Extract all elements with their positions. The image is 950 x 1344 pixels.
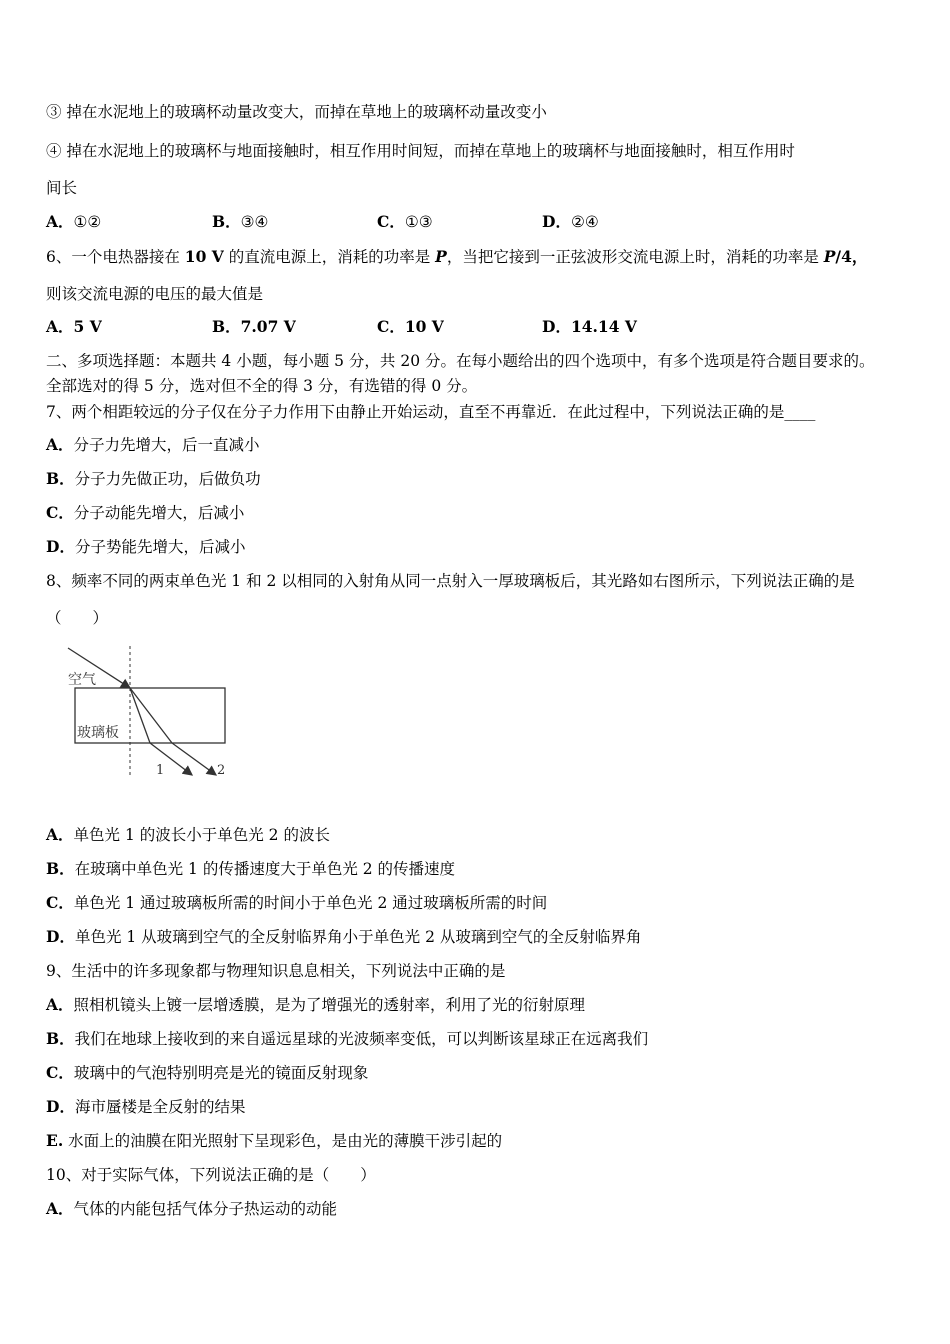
- refracted-ray-2: [130, 688, 172, 743]
- q6-option-d[interactable]: D．14.14 V: [542, 317, 637, 336]
- light-path-figure: [60, 640, 240, 780]
- q7-stem: 7、两个相距较远的分子仅在分子力作用下由静止开始运动，直至不再靠近．在此过程中，下列说法正确的是____: [46, 403, 816, 421]
- q8-option-c[interactable]: C．单色光 1 通过玻璃板所需的时间小于单色光 2 通过玻璃板所需的时间: [46, 893, 548, 912]
- q7-option-d[interactable]: D．分子势能先增大，后减小: [46, 537, 246, 556]
- q8-option-a[interactable]: A．单色光 1 的波长小于单色光 2 的波长: [46, 825, 330, 844]
- statement-3: ③ 掉在水泥地上的玻璃杯动量改变大，而掉在草地上的玻璃杯动量改变小: [46, 103, 547, 121]
- q8-stem: 8、频率不同的两束单色光 1 和 2 以相同的入射角从同一点射入一厚玻璃板后，其光路如右图所示，下列说法正确的是: [46, 572, 855, 590]
- q6-option-c[interactable]: C．10 V: [377, 317, 444, 336]
- option-a[interactable]: A．①②: [46, 212, 102, 231]
- q9-option-a[interactable]: A．照相机镜头上镀一层增透膜，是为了增强光的透射率，利用了光的衍射原理: [46, 995, 586, 1014]
- q6-option-b[interactable]: B．7.07 V: [212, 317, 296, 336]
- q8-option-d[interactable]: D．单色光 1 从玻璃到空气的全反射临界角小于单色光 2 从玻璃到空气的全反射临界角: [46, 927, 642, 946]
- q9-option-b[interactable]: B．我们在地球上接收到的来自遥远星球的光波频率变低，可以判断该星球正在远离我们: [46, 1029, 649, 1048]
- q7-option-b[interactable]: B．分子力先做正功，后做负功: [46, 469, 261, 488]
- q8-option-b[interactable]: B．在玻璃中单色光 1 的传播速度大于单色光 2 的传播速度: [46, 859, 456, 878]
- q10-stem: 10、对于实际气体，下列说法正确的是（ ）: [46, 1166, 376, 1184]
- q7-option-c[interactable]: C．分子动能先增大，后减小: [46, 503, 245, 522]
- q6-option-a[interactable]: A．5 V: [46, 317, 102, 336]
- glass-label: 玻璃板: [77, 725, 119, 741]
- air-label: 空气: [68, 672, 96, 688]
- q10-option-a[interactable]: A．气体的内能包括气体分子热运动的动能: [46, 1199, 338, 1218]
- q9-stem: 9、生活中的许多现象都与物理知识息息相关，下列说法中正确的是: [46, 962, 506, 980]
- q7-option-a[interactable]: A．分子力先增大，后一直减小: [46, 435, 260, 454]
- q9-option-d[interactable]: D．海市蜃楼是全反射的结果: [46, 1097, 246, 1116]
- ray-1-label: 1: [156, 763, 165, 778]
- ray-2-label: 2: [217, 763, 226, 778]
- section-heading-cont: 全部选对的得 5 分，选对但不全的得 3 分，有选错的得 0 分。: [46, 377, 478, 395]
- statement-4-cont: 间长: [46, 179, 78, 197]
- q9-option-c[interactable]: C．玻璃中的气泡特别明亮是光的镜面反射现象: [46, 1063, 369, 1082]
- q9-option-e[interactable]: E. 水面上的油膜在阳光照射下呈现彩色，是由光的薄膜干涉引起的: [46, 1131, 503, 1150]
- exit-ray-2: [172, 743, 216, 775]
- section-heading: 二、多项选择题：本题共 4 小题，每小题 5 分，共 20 分。在每小题给出的四个选项中，有多个选项是符合题目要求的。: [46, 352, 875, 370]
- q6-stem: 6、一个电热器接在 10 V 的直流电源上，消耗的功率是 P，当把它接到一正弦波形交流电源上时，消耗的功率是 P/4，: [46, 247, 868, 266]
- option-c[interactable]: C．①③: [377, 212, 433, 231]
- option-d[interactable]: D．②④: [542, 212, 599, 231]
- refracted-ray-1: [130, 688, 150, 743]
- statement-4: ④ 掉在水泥地上的玻璃杯与地面接触时，相互作用时间短，而掉在草地上的玻璃杯与地面接触时，相互作用时: [46, 142, 795, 160]
- q6-stem-cont: 则该交流电源的电压的最大值是: [46, 285, 264, 303]
- q8-answer-paren: （ ）: [46, 609, 109, 627]
- option-b[interactable]: B．③④: [212, 212, 269, 231]
